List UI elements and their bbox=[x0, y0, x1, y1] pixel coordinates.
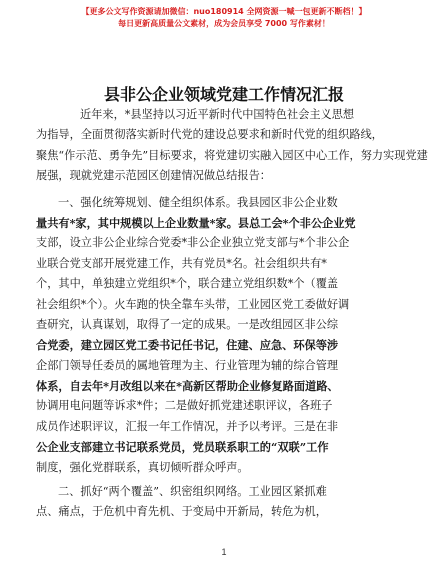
paragraph-2-line-4: 业联合党支部开展党建工作，共有党员*名。社会组织共有* bbox=[36, 256, 327, 270]
paragraph-2-line-3: 支部，设立非公企业综合党委*非公企业独立党支部与*个非公企 bbox=[36, 236, 350, 250]
paragraph-3-line-2: 点、痛点，于危机中育先机、于变局中开新局，转危为机， bbox=[36, 505, 327, 519]
document-title: 县非公企业领域党建工作情况汇报 bbox=[103, 85, 344, 104]
paragraph-3-line-1: 二、抓好“两个覆盖”、织密组织网络。工业园区紧抓难 bbox=[58, 485, 327, 499]
paragraph-1-line-1: 近年来，*县坚持以习近平新时代中国特色社会主义思想 bbox=[80, 108, 355, 121]
paragraph-1-line-2: 为指导，全面贯彻落实新时代党的建设总要求和新时代党的组织路线， bbox=[36, 128, 383, 142]
paragraph-2-line-10: 体系，自去年*月改组以来在*高新区帮助企业修复路面道路、 bbox=[36, 379, 339, 394]
paragraph-2-line-6: 社会组织*个）。火车跑的快全靠车头带，工业园区党工委做好调 bbox=[36, 297, 350, 311]
promo-banner-line-2: 每日更新高质量公文素材，成为会员享受 7000 写作素材！ bbox=[118, 19, 330, 28]
paragraph-2-line-8: 合党委，建立园区党工委书记任书记，住建、应急、环保等涉 bbox=[36, 338, 339, 353]
paragraph-2-line-7: 查研究，认真谋划，取得了一定的成果。一是改组园区非公综 bbox=[36, 317, 339, 331]
paragraph-2-line-11: 协调用电问题等诉求*件；二是做好抓党建述职评议，各班子 bbox=[36, 399, 333, 413]
paragraph-1-line-3: 聚焦“作示范、勇争先”目标要求，将党建切实融入园区中心工作，努力实现党建 bbox=[36, 148, 428, 162]
paragraph-1-line-4: 展强，现就党建示范园区创建情况做总结报告： bbox=[36, 169, 271, 183]
promo-banner bbox=[0, 6, 448, 30]
promo-banner-line-1: 【更多公文写作资源请加微信：nuo180914 全网资源一喊一包更新不断档！】 bbox=[81, 7, 367, 16]
paragraph-2-line-2: 量共有*家，其中规模以上企业数量*家。县总工会*个非公企业党 bbox=[36, 215, 356, 230]
document-body bbox=[36, 105, 432, 523]
paragraph-2-line-1: 一、强化统筹规划、健全组织体系。我县园区非公企业数 bbox=[58, 195, 338, 209]
paragraph-2-line-14: 制度，强化党群联系，真切倾听群众呼声。 bbox=[36, 460, 249, 474]
page-number: 1 bbox=[221, 547, 227, 557]
paragraph-2-line-9: 企部门领导任委员的属地管理为主、行业管理为辅的综合管理 bbox=[36, 358, 339, 372]
paragraph-2-line-12: 成员作述职评议，汇报一年工作情况，并予以考评。三是在非 bbox=[36, 419, 339, 433]
paragraph-2-line-5: 个，其中，单独建立党组织*个，联合建立党组织数*个（覆盖 bbox=[36, 277, 339, 291]
paragraph-2-line-13: 公企业支部建立书记联系党员，党员联系职工的“双联”工作 bbox=[36, 440, 329, 455]
